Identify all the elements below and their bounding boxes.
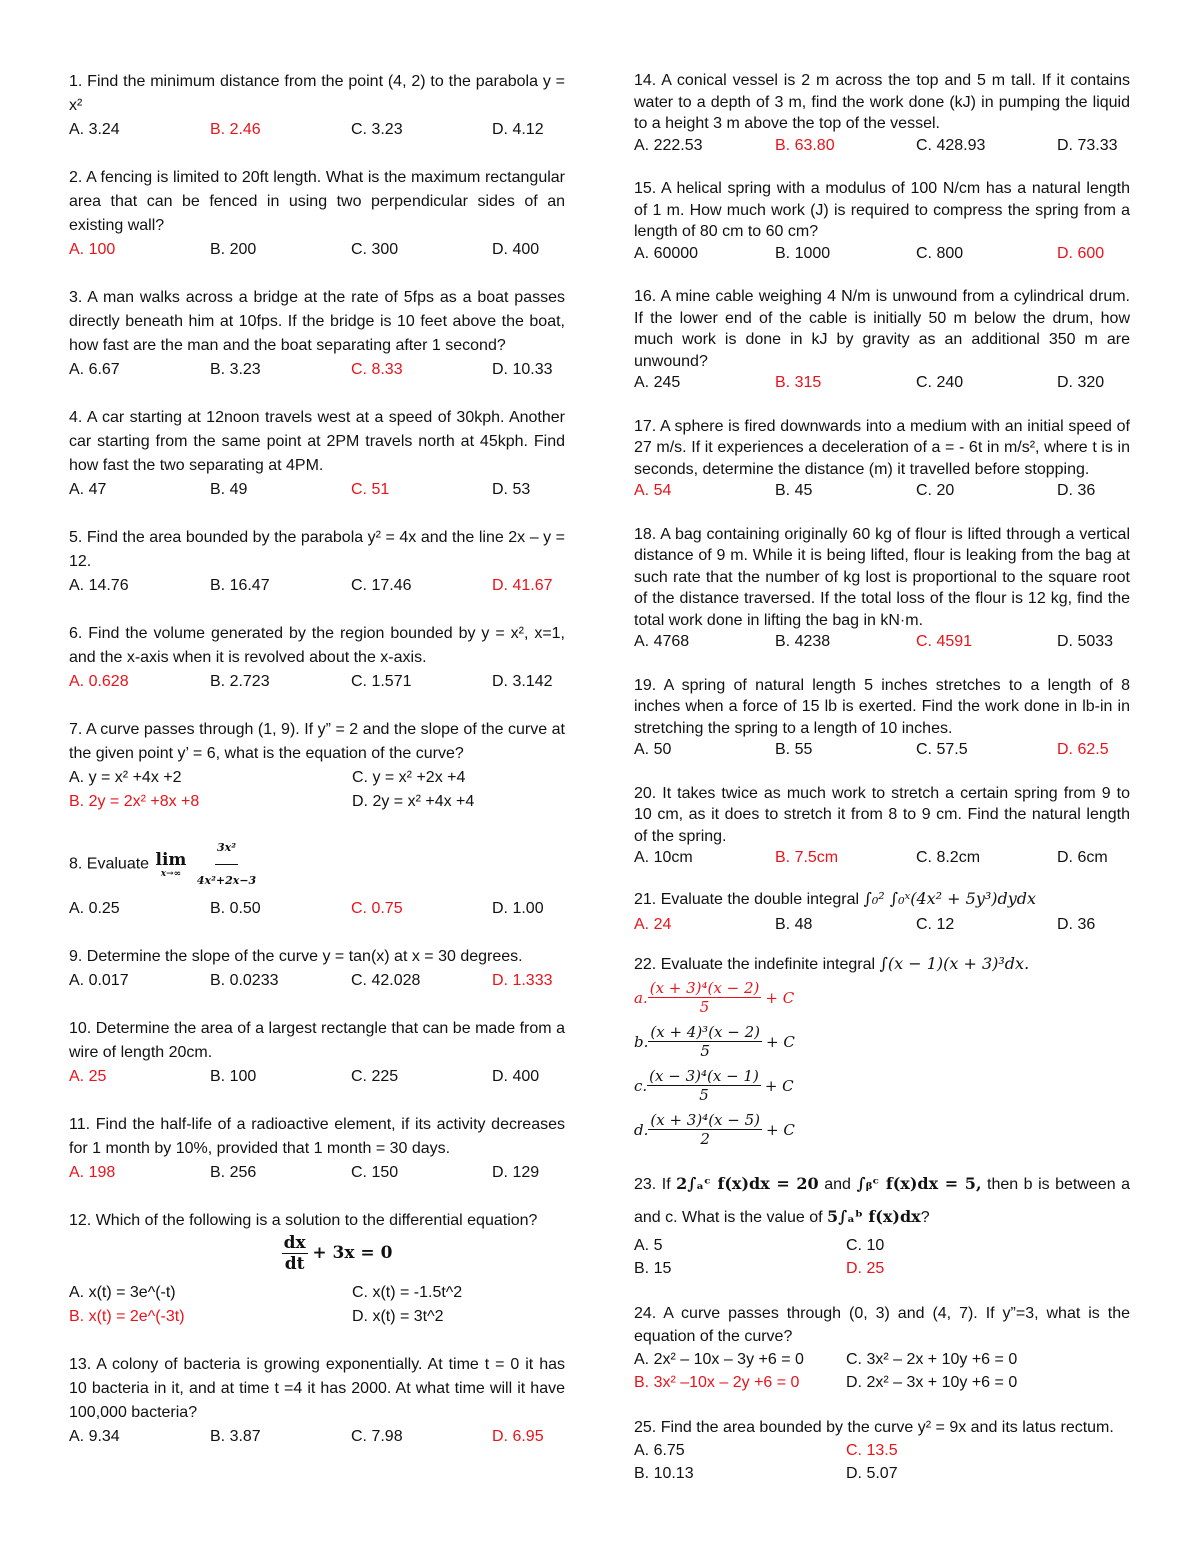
option-d: D. 6cm <box>1057 849 1108 866</box>
fraction-denominator: 4x²+2x−3 <box>196 874 257 887</box>
options-row <box>69 1305 565 1329</box>
option-tail: + C <box>764 1076 794 1095</box>
option-tail: + C <box>766 1032 795 1051</box>
question-21 <box>634 885 1130 936</box>
limit-subscript: x→∞ <box>160 868 182 879</box>
option-d: D. 6.95 <box>492 1428 544 1445</box>
question-5 <box>69 526 565 598</box>
option-d: D. 2y = x² +4x +4 <box>352 793 475 810</box>
question-18 <box>634 524 1130 653</box>
equation-rest: + 3x = 0 <box>312 1242 393 1263</box>
option-b: B. x(t) = 2e^(-3t) <box>69 1308 185 1325</box>
question-stem: 7. A curve passes through (1, 9). If y” = 2 and the slope of the curve at the given point y’ = 6, what is the equation of the curve? <box>69 721 565 762</box>
question-3 <box>69 286 565 382</box>
limit-fraction <box>195 832 258 897</box>
option-a: A. 60000 <box>634 244 699 262</box>
option-b: B. 3.87 <box>210 1428 261 1445</box>
option-b: B. 100 <box>210 1068 257 1085</box>
question-9 <box>69 945 565 993</box>
option-a: A. 4768 <box>634 633 690 650</box>
option-a: A. 0.628 <box>69 673 129 690</box>
question-stem: 16. A mine cable weighing 4 N/m is unwound from a cylindrical drum. If the lower end of the cable is initially 50 m below the drum, how much work is done in kJ by gravity as an additional 350 m are unwound? <box>634 288 1130 370</box>
option-b: B. 3.23 <box>210 361 261 378</box>
option-c: C. 12 <box>916 915 955 933</box>
stem-part: ? <box>920 1208 930 1226</box>
options-row <box>69 1065 565 1089</box>
fraction-numerator: (x + 3)⁴(x − 5) <box>650 1111 761 1129</box>
fraction-denominator: 5 <box>699 1086 709 1104</box>
question-6 <box>69 622 565 694</box>
option-d: D. 73.33 <box>1057 136 1118 154</box>
option-c: C. 800 <box>916 244 964 262</box>
option-c: C. 13.5 <box>846 1441 898 1459</box>
option-c: C. 428.93 <box>916 136 986 154</box>
option-d: D. 400 <box>492 241 540 258</box>
options-row <box>69 358 565 382</box>
question-stem: 24. A curve passes through (0, 3) and (4, 7). If y”=3, what is the equation of the curve? <box>634 1304 1130 1345</box>
option-b: B. 315 <box>775 374 822 391</box>
option-d: D. 36 <box>1057 915 1096 933</box>
option-c: C. 3.23 <box>351 121 403 138</box>
option-c: C. 0.75 <box>351 900 403 917</box>
option-label: a. <box>634 988 648 1007</box>
option-c: C. 225 <box>351 1068 399 1085</box>
option-b: B. 4238 <box>775 633 831 650</box>
option-a: A. 2x² – 10x – 3y +6 = 0 <box>634 1350 804 1368</box>
options-row <box>69 118 565 142</box>
option-b: B. 45 <box>775 482 813 499</box>
option-label: c. <box>634 1076 648 1095</box>
question-stem: 4. A car starting at 12noon travels west at a speed of 30kph. Another car starting from the same point at 2PM travels north at 45kph. Find how fast the two separating at 4PM. <box>69 409 565 474</box>
options-row <box>634 1371 1130 1394</box>
derivative-fraction <box>282 1233 308 1274</box>
options-row <box>634 243 1130 265</box>
options-row <box>634 847 1130 869</box>
option-d: D. 129 <box>492 1164 540 1181</box>
options-row <box>634 914 1130 936</box>
question-stem: 22. Evaluate the indefinite integral <box>634 956 876 973</box>
option-d: D. 41.67 <box>492 577 553 594</box>
question-13 <box>69 1353 565 1449</box>
option-a: A. 0.25 <box>69 900 120 917</box>
differential-equation <box>69 1233 565 1281</box>
question-4 <box>69 406 565 502</box>
question-stem: 21. Evaluate the double integral <box>634 890 860 908</box>
option-c: C. y = x² +2x +4 <box>352 769 466 786</box>
option-fraction <box>648 979 762 1016</box>
option-tail: + C <box>765 988 795 1007</box>
option-fraction <box>648 1023 762 1060</box>
option-b: B. 0.50 <box>210 900 261 917</box>
option-a: A. 0.017 <box>69 972 129 989</box>
options-row <box>634 1234 1130 1257</box>
limit-word: lim <box>155 849 187 870</box>
option-fraction <box>648 1111 762 1148</box>
option-b: B. 63.80 <box>775 136 835 154</box>
option-a: A. 24 <box>634 915 672 933</box>
options-row <box>69 766 565 790</box>
left-column <box>69 70 565 1449</box>
option-a: A. 54 <box>634 482 672 499</box>
fraction-numerator: (x + 3)⁴(x − 2) <box>649 979 760 997</box>
option-a: A. 3.24 <box>69 121 120 138</box>
option-b <box>634 1020 1130 1064</box>
option-a: A. 245 <box>634 374 681 391</box>
right-column <box>634 70 1130 1485</box>
option-label: d. <box>634 1120 649 1139</box>
option-c: C. 10 <box>846 1236 885 1254</box>
fraction-denominator: 2 <box>700 1130 710 1148</box>
stem-part: and <box>824 1175 851 1193</box>
option-d: D. 5.07 <box>846 1464 898 1482</box>
option-c: C. 17.46 <box>351 577 412 594</box>
option-d: D. x(t) = 3t^2 <box>352 1308 444 1325</box>
option-c: C. 1.571 <box>351 673 412 690</box>
question-stem-row <box>69 832 565 897</box>
option-d: D. 25 <box>846 1259 885 1277</box>
question-stem-row <box>634 1168 1130 1234</box>
option-b: B. 48 <box>775 915 813 933</box>
question-stem: 11. Find the half-life of a radioactive element, if its activity decreases for 1 month by 10%, provided that 1 month = 30 days. <box>69 1116 565 1157</box>
question-stem: 20. It takes twice as much work to stretch a certain spring from 9 to 10 cm, as it does to stretch it from 8 to 9 cm. Find the natural length of the spring. <box>634 784 1130 845</box>
fraction-denominator: 5 <box>699 998 710 1016</box>
option-tail: + C <box>766 1120 795 1139</box>
option-b: B. 2.723 <box>210 673 270 690</box>
option-b: B. 49 <box>210 481 248 498</box>
options-row <box>634 739 1130 761</box>
option-a: A. 6.67 <box>69 361 120 378</box>
option-d: D. 1.333 <box>492 972 553 989</box>
options-row <box>634 1257 1130 1280</box>
options-row <box>634 1439 1130 1462</box>
option-d: D. 2x² – 3x + 10y +6 = 0 <box>846 1373 1018 1391</box>
fraction-denominator: dt <box>284 1254 305 1274</box>
option-d: D. 53 <box>492 481 531 498</box>
question-stem: 17. A sphere is fired downwards into a medium with an initial speed of 27 m/s. If it experiences a deceleration of a = - 6t in m/s², where t is in seconds, determine the distance (m) it travelled before stopping. <box>634 417 1130 478</box>
option-a: A. 198 <box>69 1164 116 1181</box>
option-c <box>634 1064 1130 1108</box>
options-row <box>69 1425 565 1449</box>
option-b: B. 7.5cm <box>775 849 839 866</box>
option-a: A. 50 <box>634 741 672 758</box>
question-8 <box>69 832 565 921</box>
options-row <box>634 372 1130 394</box>
question-stem-row <box>634 885 1130 914</box>
question-15 <box>634 178 1130 264</box>
options-row <box>69 574 565 598</box>
question-16 <box>634 286 1130 394</box>
option-b: B. 15 <box>634 1259 672 1277</box>
option-c: C. 3x² – 2x + 10y +6 = 0 <box>846 1350 1018 1368</box>
options-row <box>634 631 1130 653</box>
option-d: D. 4.12 <box>492 121 544 138</box>
question-19 <box>634 675 1130 761</box>
option-fraction <box>647 1067 761 1104</box>
question-stem: 2. A fencing is limited to 20ft length. What is the maximum rectangular area that can be fenced in using two perpendicular sides of an existing wall? <box>69 169 565 234</box>
option-b: B. 1000 <box>775 244 831 262</box>
fraction-numerator: (x − 3)⁴(x − 1) <box>649 1067 759 1085</box>
option-c: C. 8.33 <box>351 361 403 378</box>
option-d: D. 400 <box>492 1068 540 1085</box>
option-a: A. 222.53 <box>634 136 703 154</box>
options-row <box>69 238 565 262</box>
question-stem: 3. A man walks across a bridge at the rate of 5fps as a boat passes directly beneath him at 10fps. If the bridge is 10 feet above the boat, how fast are the man and the boat separating after 1 second? <box>69 289 565 354</box>
option-b: B. 256 <box>210 1164 257 1181</box>
option-c: C. 8.2cm <box>916 849 981 866</box>
question-14 <box>634 70 1130 156</box>
question-25 <box>634 1416 1130 1485</box>
integral-expression: 2∫ₐᶜ f(x)dx = 20 <box>676 1173 819 1193</box>
option-d: D. 10.33 <box>492 361 553 378</box>
option-c: C. 4591 <box>916 633 973 650</box>
limit-expression <box>156 851 187 879</box>
option-b: B. 2.46 <box>210 121 261 138</box>
option-b: B. 0.0233 <box>210 972 279 989</box>
question-stem: 8. Evaluate <box>69 855 150 873</box>
option-a: A. 5 <box>634 1236 663 1254</box>
option-c: C. 57.5 <box>916 741 968 758</box>
option-c: C. x(t) = -1.5t^2 <box>352 1284 463 1301</box>
option-a: A. 9.34 <box>69 1428 120 1445</box>
question-11 <box>69 1113 565 1185</box>
question-stem: 13. A colony of bacteria is growing exponentially. At time t = 0 it has 10 bacteria in it, and at time t =4 it has 2000. At what time will it have 100,000 bacteria? <box>69 1356 565 1421</box>
question-stem: 25. Find the area bounded by the curve y² = 9x and its latus rectum. <box>634 1418 1114 1436</box>
integral-expression: 5∫ₐᵇ f(x)dx <box>827 1206 921 1226</box>
option-c: C. 300 <box>351 241 399 258</box>
question-7 <box>69 718 565 814</box>
question-17 <box>634 416 1130 502</box>
option-b: B. 200 <box>210 241 257 258</box>
option-a: A. 14.76 <box>69 577 129 594</box>
option-b: B. 2y = 2x² +8x +8 <box>69 793 200 810</box>
question-22 <box>634 953 1130 1152</box>
option-b: B. 55 <box>775 741 813 758</box>
option-d: D. 320 <box>1057 374 1105 391</box>
question-1 <box>69 70 565 142</box>
question-stem: 10. Determine the area of a largest rectangle that can be made from a wire of length 20cm. <box>69 1020 565 1061</box>
question-stem: 12. Which of the following is a solution to the differential equation? <box>69 1212 538 1229</box>
option-a: A. x(t) = 3e^(-t) <box>69 1284 176 1301</box>
option-label: b. <box>634 1032 649 1051</box>
option-d: D. 600 <box>1057 244 1105 262</box>
option-c: C. 42.028 <box>351 972 421 989</box>
options-row <box>634 1462 1130 1485</box>
question-stem-row <box>634 953 1130 976</box>
fraction-numerator: (x + 4)³(x − 2) <box>650 1023 761 1041</box>
options-row <box>69 790 565 814</box>
option-a: A. 100 <box>69 241 116 258</box>
options-row <box>69 897 565 921</box>
question-stem: 5. Find the area bounded by the parabola y² = 4x and the line 2x – y = 12. <box>69 529 565 570</box>
option-a: A. y = x² +4x +2 <box>69 769 182 786</box>
fraction-denominator: 5 <box>700 1042 710 1060</box>
options-row <box>69 969 565 993</box>
option-d: D. 5033 <box>1057 633 1114 650</box>
option-a: A. 25 <box>69 1068 107 1085</box>
option-a: A. 6.75 <box>634 1441 685 1459</box>
question-12 <box>69 1209 565 1329</box>
stem-part: 23. If <box>634 1175 671 1193</box>
question-10 <box>69 1017 565 1089</box>
question-stem: 14. A conical vessel is 2 m across the top and 5 m tall. If it contains water to a depth of 3 m, find the work done (kJ) in pumping the liquid to a height 3 m above the top of the vessel. <box>634 72 1130 132</box>
options-row <box>634 1348 1130 1371</box>
question-20 <box>634 783 1130 869</box>
option-d: D. 36 <box>1057 482 1096 499</box>
option-a <box>634 976 1130 1020</box>
option-c: C. 51 <box>351 481 390 498</box>
fraction-numerator: dx <box>283 1233 306 1253</box>
option-d <box>634 1108 1130 1152</box>
option-a: A. 47 <box>69 481 107 498</box>
option-c: C. 7.98 <box>351 1428 403 1445</box>
options-row <box>634 135 1130 157</box>
question-23 <box>634 1168 1130 1280</box>
option-d: D. 1.00 <box>492 900 544 917</box>
option-c: C. 150 <box>351 1164 399 1181</box>
option-c: C. 240 <box>916 374 964 391</box>
question-stem: 15. A helical spring with a modulus of 100 N/cm has a natural length of 1 m. How much work (J) is required to compress the spring from a length of 80 cm to 60 cm? <box>634 180 1130 240</box>
options-row <box>69 1161 565 1185</box>
stem-part: then b is between a and c. What is the value of <box>634 1175 1131 1226</box>
option-b: B. 16.47 <box>210 577 270 594</box>
option-d: D. 3.142 <box>492 673 553 690</box>
question-2 <box>69 166 565 262</box>
question-stem: 18. A bag containing originally 60 kg of flour is lifted through a vertical distance of 9 m. While it is being lifted, flour is leaking from the bag at such rate that the number of kg lost is proportional to the square root of the distance traversed. If the total loss of the flour is 12 kg, find the total work done in lifting the bag in kN·m. <box>634 525 1130 629</box>
question-stem: 6. Find the volume generated by the region bounded by y = x², x=1, and the x-axis when it is revolved about the x-axis. <box>69 625 565 666</box>
question-stem: 19. A spring of natural length 5 inches stretches to a length of 8 inches when a force of 15 lb is exerted. Find the work done in lb-in in stretching the spring to a length of 10 inches. <box>634 676 1130 737</box>
integral-expression: ∫ᵦᶜ f(x)dx = 5, <box>856 1173 982 1193</box>
question-stem: 9. Determine the slope of the curve y = tan(x) at x = 30 degrees. <box>69 948 523 965</box>
double-integral: ∫₀² ∫₀ˣ(4x² + 5y³)dydx <box>863 888 1037 908</box>
question-stem: 1. Find the minimum distance from the point (4, 2) to the parabola y = x² <box>69 73 565 114</box>
options-row <box>69 478 565 502</box>
options-row <box>69 1281 565 1305</box>
option-b: B. 3x² –10x – 2y +6 = 0 <box>634 1373 800 1391</box>
option-c: C. 20 <box>916 482 955 499</box>
option-b: B. 10.13 <box>634 1464 694 1482</box>
indefinite-integral: ∫(x − 1)(x + 3)³dx. <box>879 954 1030 973</box>
fraction-numerator: 3x² <box>215 832 238 865</box>
options-row <box>634 480 1130 502</box>
options-row <box>69 670 565 694</box>
question-24 <box>634 1302 1130 1394</box>
option-a: A. 10cm <box>634 849 693 866</box>
option-d: D. 62.5 <box>1057 741 1109 758</box>
